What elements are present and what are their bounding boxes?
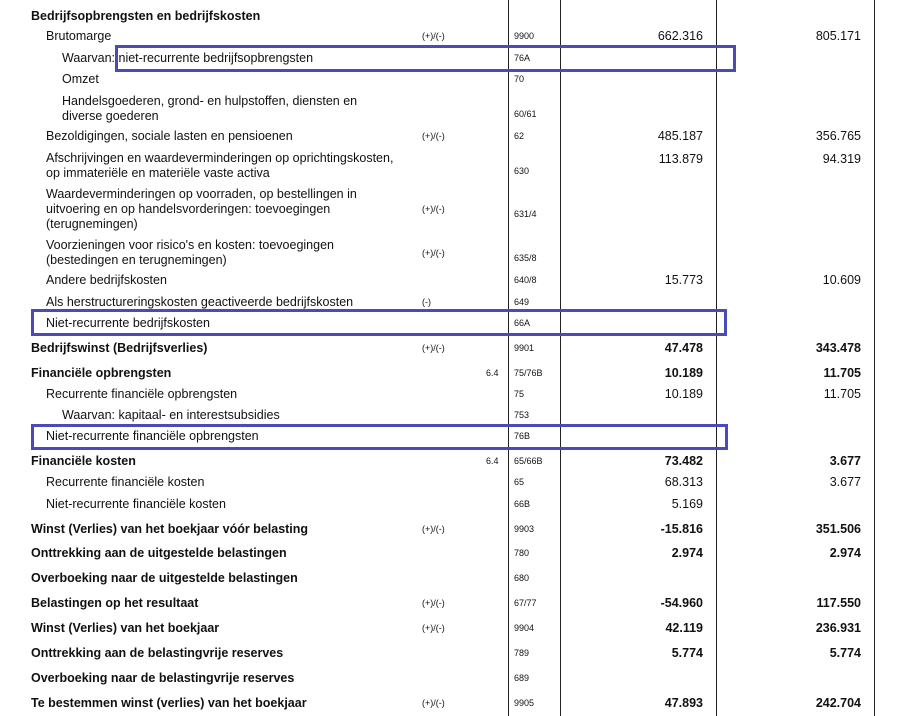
row-value-previous: 236.931 xyxy=(815,621,861,635)
column-rule-right xyxy=(874,0,875,716)
row-label-line: Recurrente financiële opbrengsten xyxy=(46,387,238,401)
row-value-current: 47.893 xyxy=(664,696,703,710)
row-value-current: 10.189 xyxy=(664,366,703,380)
row-code: 9900 xyxy=(514,31,535,41)
row-code: 65 xyxy=(514,477,525,487)
row-label xyxy=(31,696,307,711)
row-label xyxy=(46,387,237,402)
row-code: 67/77 xyxy=(514,598,537,608)
row-label-line: Andere bedrijfskosten xyxy=(46,273,167,287)
row-value-previous: 5.774 xyxy=(829,646,861,660)
row-label xyxy=(31,454,136,469)
row-sign: (+)/(-) xyxy=(422,524,445,534)
row-sign: (+)/(-) xyxy=(422,623,445,633)
row-value-current: 485.187 xyxy=(657,129,703,143)
highlight-box-niet-recurrente-bedrijfskosten xyxy=(31,309,727,336)
row-label-line: op immateriële en materiële vaste activa xyxy=(46,166,270,180)
highlight-box-niet-recurrente-financiele-opbrengsten xyxy=(31,424,728,450)
row-code: 9901 xyxy=(514,343,535,353)
row-value-previous: 2.974 xyxy=(829,546,861,560)
row-label-line: Afschrijvingen en waardeverminderingen op oprichtingskosten, xyxy=(46,151,394,165)
row-label-line: Overboeking naar de uitgestelde belastingen xyxy=(31,571,298,585)
row-value-previous: 10.609 xyxy=(822,273,861,287)
row-code: 789 xyxy=(514,648,530,658)
row-value-previous: 11.705 xyxy=(823,387,861,401)
row-label xyxy=(46,295,353,310)
row-code: 76B xyxy=(514,431,531,441)
row-label-line: Financiële opbrengsten xyxy=(31,366,172,380)
row-label xyxy=(31,671,294,686)
row-label xyxy=(46,238,334,268)
row-label-line: Waarvan: kapitaal- en interestsubsidies xyxy=(62,408,280,422)
row-sign: (+)/(-) xyxy=(422,598,445,608)
row-label xyxy=(46,187,357,232)
row-value-previous: 3.677 xyxy=(829,475,861,489)
row-value-previous: 805.171 xyxy=(815,29,861,43)
row-label-line: Niet-recurrente financiële kosten xyxy=(46,497,226,511)
row-label-line: diverse goederen xyxy=(62,109,159,123)
row-code: 66A xyxy=(514,318,531,328)
row-note: 6.4 xyxy=(486,368,499,378)
row-label-line: Waarvan: niet-recurrente bedrijfsopbrengsten xyxy=(62,51,314,65)
row-label xyxy=(62,408,280,423)
row-label xyxy=(31,571,298,586)
column-rule-left xyxy=(508,0,509,716)
row-label xyxy=(46,475,204,490)
row-value-current: 10.189 xyxy=(664,387,703,401)
row-label xyxy=(46,29,111,44)
row-label xyxy=(62,94,357,124)
row-value-current: 47.478 xyxy=(664,341,703,355)
row-code: 689 xyxy=(514,673,530,683)
row-label-line: (terugnemingen) xyxy=(46,217,138,231)
row-value-current: 113.879 xyxy=(658,151,703,166)
row-value-current: 5.774 xyxy=(671,646,703,660)
row-code: 640/8 xyxy=(514,275,537,285)
row-code: 75 xyxy=(514,389,525,399)
row-value-previous: 117.550 xyxy=(816,596,861,610)
row-code: 9904 xyxy=(514,623,535,633)
row-value-current: -15.816 xyxy=(660,522,703,536)
row-label xyxy=(46,151,393,181)
row-code: 9905 xyxy=(514,698,535,708)
row-label-line: Voorzieningen voor risico's en kosten: toevoegingen xyxy=(46,238,334,252)
row-label-line: Recurrente financiële kosten xyxy=(46,475,205,489)
row-label-line: Onttrekking aan de uitgestelde belastingen xyxy=(31,546,287,560)
row-label-line: Omzet xyxy=(62,72,99,86)
row-code: 631/4 xyxy=(514,209,537,219)
row-label xyxy=(31,9,260,24)
row-label-line: Winst (Verlies) van het boekjaar xyxy=(31,621,220,635)
row-value-previous: 343.478 xyxy=(815,341,861,355)
row-sign: (+)/(-) xyxy=(422,204,445,214)
row-value-current: 662.316 xyxy=(657,29,703,43)
row-label-line: Handelsgoederen, grond- en hulpstoffen, diensten en xyxy=(62,94,358,108)
row-label xyxy=(31,596,198,611)
row-label-line: Niet-recurrente financiële opbrengsten xyxy=(46,429,259,443)
row-label xyxy=(46,273,167,288)
row-label-line: Niet-recurrente bedrijfskosten xyxy=(46,316,210,330)
row-value-previous: 94.319 xyxy=(822,151,861,166)
row-code: 65/66B xyxy=(514,456,543,466)
row-value-current: -54.960 xyxy=(660,596,703,610)
row-note: 6.4 xyxy=(486,456,499,466)
row-value-previous: 351.506 xyxy=(815,522,861,536)
row-code: 9903 xyxy=(514,524,535,534)
row-label-line: Als herstructureringskosten geactiveerde bedrijfskosten xyxy=(46,295,354,309)
row-label xyxy=(31,546,287,561)
row-label-line: Winst (Verlies) van het boekjaar vóór belasting xyxy=(31,522,309,536)
row-label-line: uitvoering en op handelsvorderingen: toevoegingen xyxy=(46,202,331,216)
row-code: 76A xyxy=(514,53,531,63)
row-label-line: Financiële kosten xyxy=(31,454,136,468)
row-label xyxy=(31,646,283,661)
row-code: 70 xyxy=(514,74,525,84)
row-code: 753 xyxy=(514,410,530,420)
row-label-line: Waardeverminderingen op voorraden, op bestellingen in xyxy=(46,187,357,201)
row-label-line: (bestedingen en terugnemingen) xyxy=(46,253,227,267)
row-code: 630 xyxy=(514,165,530,176)
column-rule-mid1 xyxy=(560,0,561,716)
row-label-line: Bedrijfswinst (Bedrijfsverlies) xyxy=(31,341,208,355)
row-value-previous: 3.677 xyxy=(829,454,861,468)
highlight-box-niet-recurrente-bedrijfsopbrengsten xyxy=(115,45,736,72)
row-sign: (-) xyxy=(422,297,431,307)
row-sign: (+)/(-) xyxy=(422,247,445,258)
row-label xyxy=(31,621,219,636)
row-sign: (+)/(-) xyxy=(422,698,445,708)
row-code: 649 xyxy=(514,297,530,307)
row-label-line: Onttrekking aan de belastingvrije reserves xyxy=(31,646,284,660)
row-value-current: 68.313 xyxy=(664,475,703,489)
row-code: 62 xyxy=(514,131,525,141)
column-rule-mid2 xyxy=(716,0,717,716)
row-value-previous: 242.704 xyxy=(815,696,861,710)
row-label-line: Brutomarge xyxy=(46,29,112,43)
row-sign: (+)/(-) xyxy=(422,343,445,353)
row-label xyxy=(46,497,226,512)
row-code: 780 xyxy=(514,548,530,558)
row-code: 635/8 xyxy=(514,252,537,263)
row-value-current: 15.773 xyxy=(664,273,703,287)
row-label-line: Te bestemmen winst (verlies) van het boekjaar xyxy=(31,696,307,710)
row-value-previous: 11.705 xyxy=(823,366,861,380)
row-value-current: 5.169 xyxy=(671,497,703,511)
row-value-previous: 356.765 xyxy=(815,129,861,143)
row-label-line: Belastingen op het resultaat xyxy=(31,596,199,610)
row-label-line: Bedrijfsopbrengsten en bedrijfskosten xyxy=(31,9,261,23)
row-code: 75/76B xyxy=(514,368,543,378)
row-code: 66B xyxy=(514,499,531,509)
row-sign: (+)/(-) xyxy=(422,131,445,141)
row-code: 60/61 xyxy=(514,108,537,119)
row-value-current: 73.482 xyxy=(664,454,703,468)
row-label xyxy=(31,341,207,356)
row-label xyxy=(46,129,293,144)
row-label-line: Overboeking naar de belastingvrije reserves xyxy=(31,671,295,685)
row-label-line: Bezoldigingen, sociale lasten en pensioenen xyxy=(46,129,293,143)
row-label xyxy=(31,366,171,381)
row-sign: (+)/(-) xyxy=(422,31,445,41)
row-value-current: 2.974 xyxy=(671,546,703,560)
row-label xyxy=(31,522,308,537)
row-value-current: 42.119 xyxy=(665,621,703,635)
row-code: 680 xyxy=(514,573,530,583)
row-label xyxy=(62,72,99,87)
